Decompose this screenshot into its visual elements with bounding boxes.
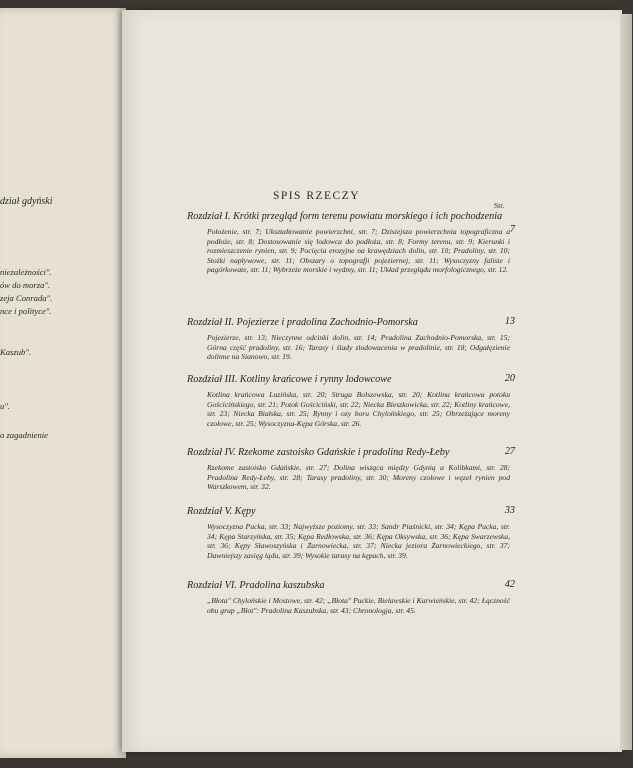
- chapter-description: Wysoczyzna Pucka, str. 33; Najwyższe poziomy, str. 33; Sandr Piaśnicki, str. 34; Kępa Pucka, str. 34; Kępa Starzyńska, str. 35; Kępa Redłowska, str. 36; Kępa Oksywska, str. 36; Kępa Swarzewska, str. 36; Kępy Sławoszyńska i Żarnowiecka, str. 37; Niecka jeziora Żarnowieckiego, str. 37; Dawniejszy zasięg lądu, str. 39; Wysokie tarasy na kępach, str. 39.: [207, 522, 510, 560]
- chapter-title: Rozdział I. Krótki przegląd form terenu powiatu morskiego i ich pochodzenia: [187, 211, 503, 222]
- toc-chapter: [187, 373, 515, 428]
- chapter-title: Rozdział VI. Pradolina kaszubska: [187, 580, 325, 591]
- left-page-text: dział gdyński: [0, 196, 53, 207]
- chapter-description: Pojezierze, str. 13; Nieczynne odcinki dolin, str. 14; Pradolina Zachodnio-Pomorska, str. 15; Górna część pradoliny, str. 16; Tarasy i ślady zlodowacenia w pradolinie, str. 18; Odgałęzienie dolinne na Sianowo, str. 19.: [207, 333, 510, 362]
- chapter-title: Rozdział III. Kotliny krańcowe i rynny lodowcowe: [187, 374, 392, 385]
- toc-chapter: [187, 505, 515, 560]
- left-page-text: zeja Conrada".: [0, 293, 53, 303]
- page-edge: [620, 14, 632, 750]
- chapter-page-number: 20: [504, 373, 515, 384]
- left-page-text: niezależności".: [0, 267, 52, 277]
- left-page-text: nce i polityce".: [0, 306, 52, 316]
- left-page: [0, 8, 126, 758]
- chapter-page-number: 13: [504, 316, 515, 327]
- chapter-description: Kotlina krańcowa Luzińska, str. 20; Struga Bolszewska, str. 20; Kotlina krańcowa potoku Gościcińskiego, str. 21; Potok Gościciński, str. 22; Niecka Bieszkowicka, str. 22; Kotliny krańcowe, str. 23; Niecka Białska, str. 25; Rynny i ozy boru Chylońskiego, str. 25; Obrzeżające moreny czołowe, str. 25; Wysoczyzna-Kępa Górska, str. 26.: [207, 390, 510, 428]
- chapter-description: Położenie, str. 7; Ukształtowanie powierzchni, str. 7; Dzisiejsza powierzchnia topograficzna a podłoże, str. 8; Dostosowanie się lodowca do podłoża, str. 8; Formy terenu, str. 9; Kierunki i rozmieszczenie rynien, str. 9; Pocięcia erozyjne na krawędziach dolin, str. 10; Pradoliny, str. 10; Stożki napływowe, str. 11; Obszary o topografji pojeziernej, str. 11; Wysoczyzny faliste i pagórkowate, str. 11; Wybrzeże morskie i wydmy, str. 11; Układ przeglądu morfologicznego, str. 12.: [207, 227, 510, 275]
- page-column-label: Str.: [494, 201, 505, 210]
- chapter-title: Rozdział II. Pojezierze i pradolina Zachodnio-Pomorska: [187, 317, 418, 328]
- toc-chapter: [187, 446, 515, 492]
- toc-chapter: [187, 316, 515, 362]
- chapter-title: Rozdział V. Kępy: [187, 506, 256, 517]
- toc-chapter: [187, 210, 515, 275]
- chapter-page-number: 7: [509, 224, 515, 235]
- left-page-text: ów do morza".: [0, 280, 51, 290]
- chapter-title: Rozdział IV. Rzekome zastoisko Gdańskie i pradolina Redy-Łeby: [187, 447, 450, 458]
- chapter-page-number: 42: [504, 579, 515, 590]
- left-page-text: u".: [0, 401, 11, 411]
- chapter-page-number: 27: [504, 446, 515, 457]
- left-page-text: o zagadnienie: [0, 430, 48, 440]
- chapter-description: „Błota" Chylońskie i Mostowe, str. 42; „Błota" Puckie, Bielawskie i Karwieńskie, str. 42; Łączność obu grup „Błot": Pradolina Kaszubska, str. 43; Chronologja, str. 45.: [207, 596, 510, 615]
- left-page-text: Kaszub".: [0, 347, 32, 357]
- chapter-page-number: 33: [504, 505, 515, 516]
- page-title: SPIS RZECZY: [272, 190, 361, 202]
- toc-chapter: [187, 579, 515, 615]
- chapter-description: Rzekome zastoisko Gdańskie, str. 27; Dolina wisząca między Gdynią a Kolibkami, str. 28; Pradolina Redy-Łeby, str. 28; Tarasy pradoliny, str. 30; Moreny czołowe i węzeł rynien pod Warszkowem, str. 32.: [207, 463, 510, 492]
